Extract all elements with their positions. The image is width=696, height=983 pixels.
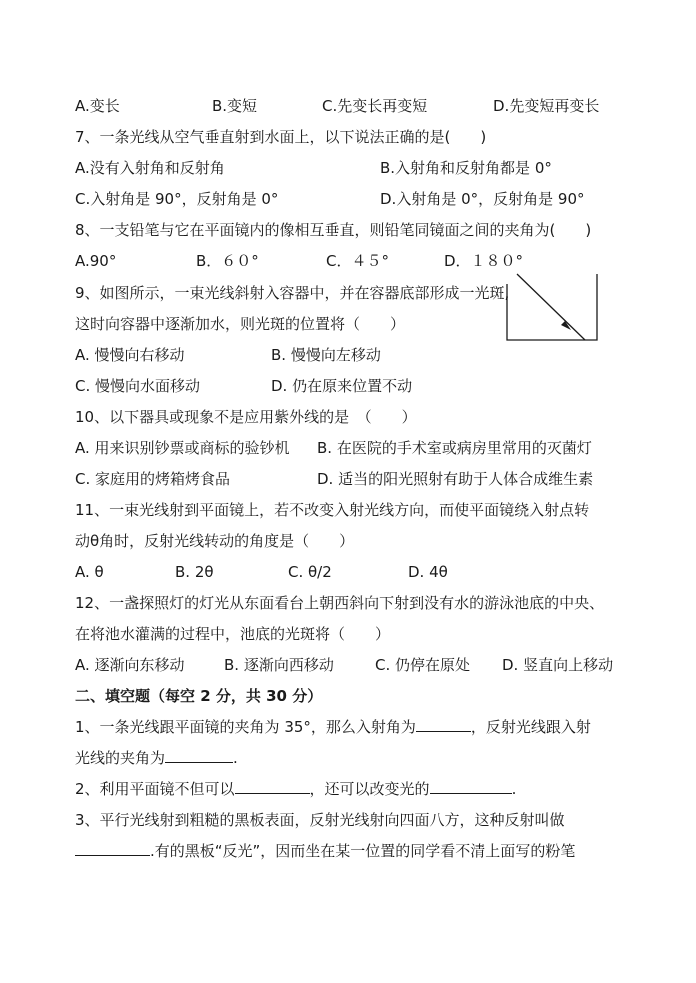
fill2-line (75, 779, 516, 799)
q9-stem-line2: 这时向容器中逐渐加水，则光斑的位置将（ ） (75, 315, 406, 333)
fill2-blank-1[interactable] (235, 779, 310, 794)
q9-option-c: C. 慢慢向水面移动 (75, 377, 201, 395)
light-ray (517, 274, 585, 340)
fill3-blank-1[interactable] (75, 841, 150, 856)
q11-option-b: B. 2θ (175, 563, 214, 581)
q11-stem-line1: 11、一束光线射到平面镜上，若不改变入射光线方向，而使平面镜绕入射点转 (75, 501, 590, 519)
q12-option-d: D. 竖直向上移动 (502, 656, 614, 674)
q6-option-c: C.先变长再变短 (322, 97, 428, 115)
q10-option-b: B. 在医院的手术室或病房里常用的灭菌灯 (317, 439, 592, 457)
q8-stem: 8、一支铅笔与它在平面镜内的像相互垂直，则铅笔同镜面之间的夹角为( ) (75, 221, 592, 239)
fill1-blank-1[interactable] (416, 717, 471, 732)
q9-option-a: A. 慢慢向右移动 (75, 346, 185, 364)
section-heading: 二、填空题（每空 2 分，共 30 分） (75, 687, 323, 705)
fill2-blank-2[interactable] (430, 779, 512, 794)
q9-stem-line1: 9、如图所示，一束光线斜射入容器中，并在容器底部形成一光斑, (75, 284, 510, 302)
q7-option-b: B.入射角和反射角都是 0° (380, 159, 552, 177)
fill1-text-d: . (233, 749, 238, 767)
q11-option-a: A. θ (75, 563, 104, 581)
fill1-line1 (75, 717, 591, 737)
fill1-line2 (75, 748, 238, 768)
fill1-blank-2[interactable] (165, 748, 233, 763)
fill2-text-a: 2、利用平面镜不但可以 (75, 780, 235, 798)
q12-option-a: A. 逐渐向东移动 (75, 656, 185, 674)
q7-option-a: A.没有入射角和反射角 (75, 159, 225, 177)
q9-option-b: B. 慢慢向左移动 (271, 346, 381, 364)
fill2-text-c: . (511, 780, 517, 798)
q7-option-d: D.入射角是 0°，反射角是 90° (380, 190, 585, 208)
q10-option-d: D. 适当的阳光照射有助于人体合成维生素 (317, 470, 594, 488)
q12-option-b: B. 逐渐向西移动 (224, 656, 334, 674)
q8-option-d: D．１８０° (444, 252, 524, 270)
q10-option-a: A. 用来识别钞票或商标的验钞机 (75, 439, 290, 457)
fill3-text-b: .有的黑板“反光”，因而坐在某一位置的同学看不清上面写的粉笔 (150, 842, 576, 860)
fill3-line2 (75, 841, 575, 861)
q7-option-c: C.入射角是 90°，反射角是 0° (75, 190, 279, 208)
q10-option-c: C. 家庭用的烤箱烤食品 (75, 470, 231, 488)
fill2-text-b: ，还可以改变光的 (309, 780, 430, 798)
q7-stem: 7、一条光线从空气垂直射到水面上，以下说法正确的是( ) (75, 128, 487, 146)
fill1-text-b: ，反射光线跟入射 (470, 718, 591, 736)
q12-stem-line1: 12、一盏探照灯的灯光从东面看台上朝西斜向下射到没有水的游泳池底的中央、 (75, 594, 605, 612)
q8-option-a: A.90° (75, 252, 117, 270)
fill1-text-a: 1、一条光线跟平面镜的夹角为 35°，那么入射角为 (75, 718, 416, 736)
q10-stem: 10、以下器具或现象不是应用紫外线的是 （ ） (75, 408, 417, 426)
q11-option-d: D. 4θ (408, 563, 448, 581)
q11-option-c: C. θ/2 (288, 563, 332, 581)
q12-option-c: C. 仍停在原处 (375, 656, 471, 674)
container-diagram (505, 272, 601, 342)
q8-option-b: B．６０° (196, 252, 259, 270)
q9-option-d: D. 仍在原来位置不动 (271, 377, 413, 395)
q8-option-c: C．４５° (326, 252, 389, 270)
q6-option-b: B.变短 (212, 97, 258, 115)
fill3-line1: 3、平行光线射到粗糙的黑板表面，反射光线射向四面八方，这种反射叫做 (75, 811, 565, 829)
q11-stem-line2: 动θ角时，反射光线转动的角度是（ ） (75, 532, 355, 550)
container-outline (507, 274, 597, 340)
q6-option-a: A.变长 (75, 97, 120, 115)
q6-option-d: D.先变短再变长 (493, 97, 600, 115)
fill1-text-c: 光线的夹角为 (75, 749, 166, 767)
q12-stem-line2: 在将池水灌满的过程中，池底的光斑将（ ） (75, 625, 391, 643)
